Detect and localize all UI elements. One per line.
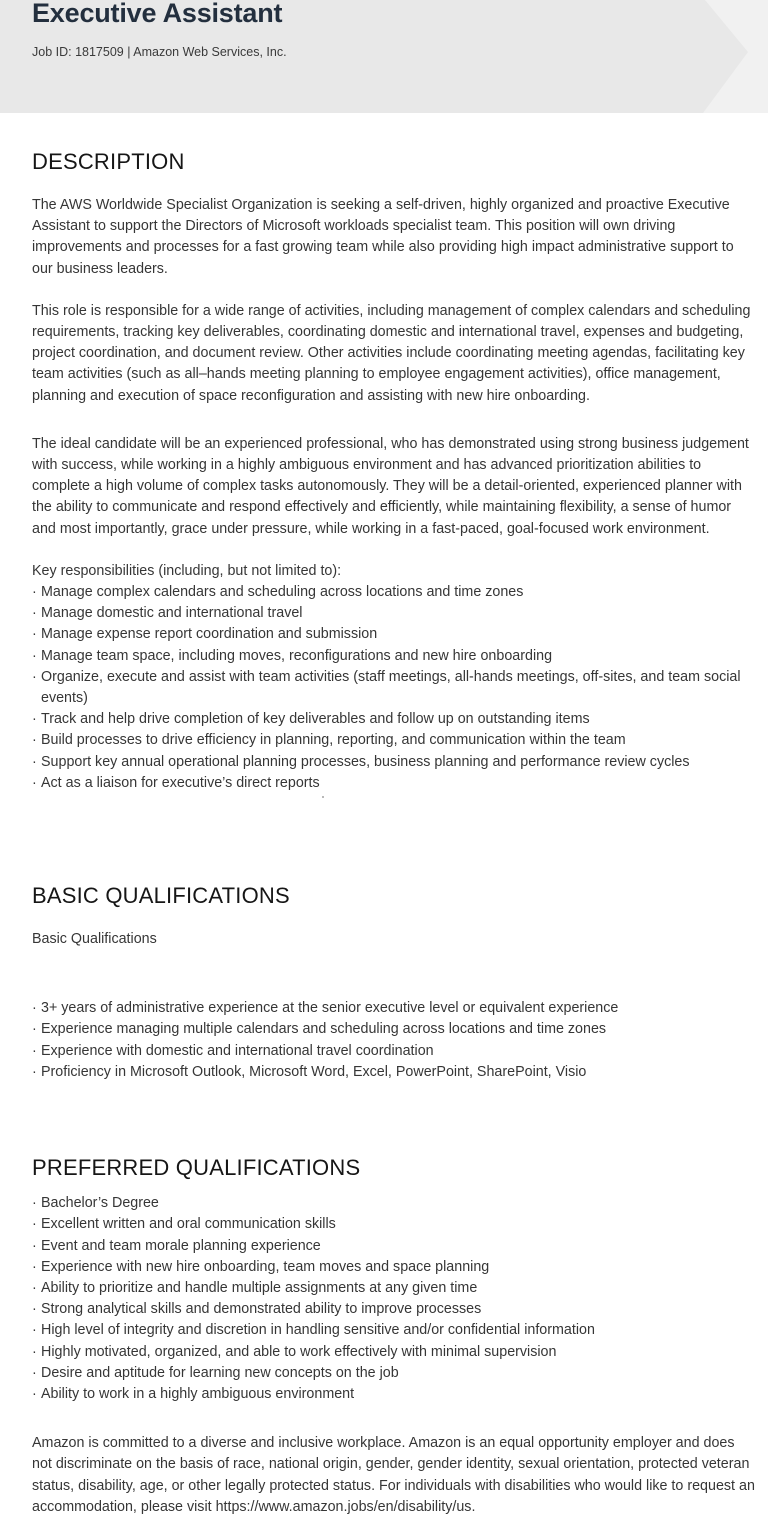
list-item: · Manage team space, including moves, reconfigurations and new hire onboarding xyxy=(32,646,755,667)
list-item: · Strong analytical skills and demonstrated ability to improve processes xyxy=(32,1299,755,1320)
section-preferred-qualifications xyxy=(32,1155,755,1405)
basic-qualifications-list xyxy=(32,998,755,1083)
list-item: · Track and help drive completion of key deliverables and follow up on outstanding items xyxy=(32,709,755,730)
list-item: · Highly motivated, organized, and able to work effectively with minimal supervision xyxy=(32,1342,755,1363)
list-item: · Manage expense report coordination and submission xyxy=(32,624,755,645)
job-id-and-company: Job ID: 1817509 | Amazon Web Services, Inc. xyxy=(32,45,287,59)
responsibilities-intro: Key responsibilities (including, but not limited to): xyxy=(32,562,342,579)
list-item: · Act as a liaison for executive’s direct reports xyxy=(32,773,755,794)
preferred-qualifications-list xyxy=(32,1193,755,1405)
list-item: · Experience with domestic and international travel coordination xyxy=(32,1041,755,1062)
list-item: · Bachelor’s Degree xyxy=(32,1193,755,1214)
description-heading: DESCRIPTION xyxy=(32,149,185,174)
list-item: · Manage complex calendars and scheduling across locations and time zones xyxy=(32,582,755,603)
list-item: · Support key annual operational planning processes, business planning and performance review cycles xyxy=(32,752,755,773)
list-item: · Ability to work in a highly ambiguous environment xyxy=(32,1384,755,1405)
stray-empty-bullet xyxy=(322,796,324,798)
list-item: · Experience managing multiple calendars and scheduling across locations and time zones xyxy=(32,1019,755,1040)
responsibilities-list xyxy=(32,582,755,794)
section-equal-opportunity xyxy=(32,1433,755,1518)
equal-opportunity-statement: Amazon is committed to a diverse and inclusive workplace. Amazon is an equal opportunity employer and does not discriminate on the basis of race, national origin, gender, gender identity, sexual orientation, protected veteran status, disability, age, or other legally protected status. For individuals with disabilities who would like to request an accommodation, please visit https://www.amazon.jobs/en/disability/us. xyxy=(32,1435,755,1515)
list-item: · Organize, execute and assist with team activities (staff meetings, all-hands meetings, off-sites, and team social events) xyxy=(32,667,755,709)
list-item: · Proficiency in Microsoft Outlook, Microsoft Word, Excel, PowerPoint, SharePoint, Visio xyxy=(32,1062,755,1083)
list-item: · Ability to prioritize and handle multiple assignments at any given time xyxy=(32,1278,755,1299)
page-title: Executive Assistant xyxy=(32,0,283,28)
section-description xyxy=(32,149,755,794)
description-paragraph: The AWS Worldwide Specialist Organization is seeking a self-driven, highly organized and proactive Executive Assistant to support the Directors of Microsoft workloads specialist team. This position will own driving improvements and processes for a fast growing team while also providing high impact administrative support to our business leaders. xyxy=(32,197,734,277)
list-item: · High level of integrity and discretion in handling sensitive and/or confidential information xyxy=(32,1320,755,1341)
section-basic-qualifications xyxy=(32,883,755,1083)
list-item: · 3+ years of administrative experience at the senior executive level or equivalent experience xyxy=(32,998,755,1019)
list-item: · Build processes to drive efficiency in planning, reporting, and communication within the team xyxy=(32,730,755,751)
description-paragraph: This role is responsible for a wide range of activities, including management of complex calendars and scheduling requirements, tracking key deliverables, coordinating domestic and international travel, expenses and budgeting, project coordination, and document review. Other activities include coordinating meeting agendas, facilitating key team activities (such as all–hands meeting planning to employee engagement activities), office management, planning and execution of space reconfiguration and assisting with new hire onboarding. xyxy=(32,302,751,404)
description-paragraph: The ideal candidate will be an experienced professional, who has demonstrated using strong business judgement with success, while working in a highly ambiguous environment and has advanced prioritization abilities to complete a high volume of complex tasks autonomously. They will be a detail-oriented, experienced planner with the ability to communicate and respond effectively and efficiently, while maintaining flexibility, a sense of humor and most importantly, grace under pressure, while working in a fast-paced, goal-focused work environment. xyxy=(32,435,749,537)
list-item: · Excellent written and oral communication skills xyxy=(32,1214,755,1235)
basic-qualifications-lead: Basic Qualifications xyxy=(32,931,157,948)
job-header-content xyxy=(0,0,768,60)
list-item: · Manage domestic and international travel xyxy=(32,603,755,624)
list-item: · Desire and aptitude for learning new concepts on the job xyxy=(32,1363,755,1384)
basic-qualifications-heading: BASIC QUALIFICATIONS xyxy=(32,883,290,909)
job-header xyxy=(0,0,768,113)
preferred-qualifications-heading: PREFERRED QUALIFICATIONS xyxy=(32,1155,361,1181)
list-item: · Event and team morale planning experience xyxy=(32,1236,755,1257)
list-item: · Experience with new hire onboarding, team moves and space planning xyxy=(32,1257,755,1278)
job-description-body xyxy=(0,113,768,1518)
